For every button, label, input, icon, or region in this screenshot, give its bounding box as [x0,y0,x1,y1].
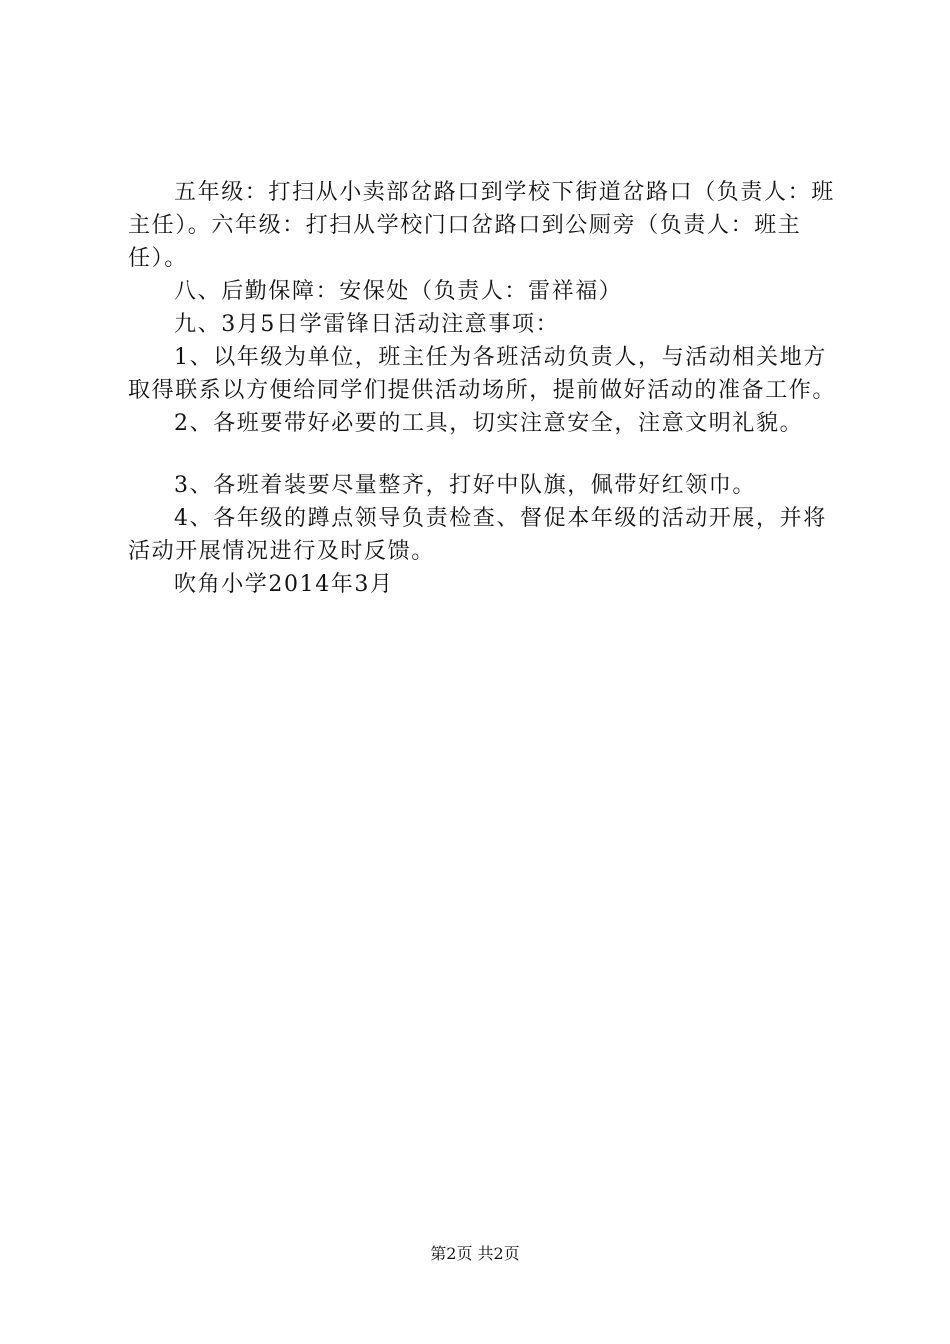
paragraph-note-2: 2、各班要带好必要的工具，切实注意安全，注意文明礼貌。 [174,411,804,436]
page-number-footer: 第2页 共2页 [430,1244,520,1263]
paragraph-grade-five-six-assignment: 五年级：打扫从小卖部岔路口到学校下街道岔路口（负责人：班主任）。六年级：打扫从学校门口岔路口到公厕旁（负责人：班主任）。 [128,180,835,271]
signature-date-line: 吹角小学2014年3月 [174,572,394,597]
paragraph-note-3: 3、各班着装要尽量整齐，打好中队旗，佩带好红领巾。 [174,473,756,498]
document-body [128,176,840,601]
paragraph-note-4: 4、各年级的蹲点领导负责检查、督促本年级的活动开展，并将活动开展情况进行及时反馈。 [128,506,827,564]
paragraph-logistics: 八、后勤保障：安保处（负责人：雷祥福） [174,279,623,304]
paragraph-note-1: 1、以年级为单位，班主任为各班活动负责人，与活动相关地方取得联系以方便给同学们提供活动场所，提前做好活动的准备工作。 [128,345,837,403]
paragraph-notes-heading: 九、3月5日学雷锋日活动注意事项： [174,312,560,337]
